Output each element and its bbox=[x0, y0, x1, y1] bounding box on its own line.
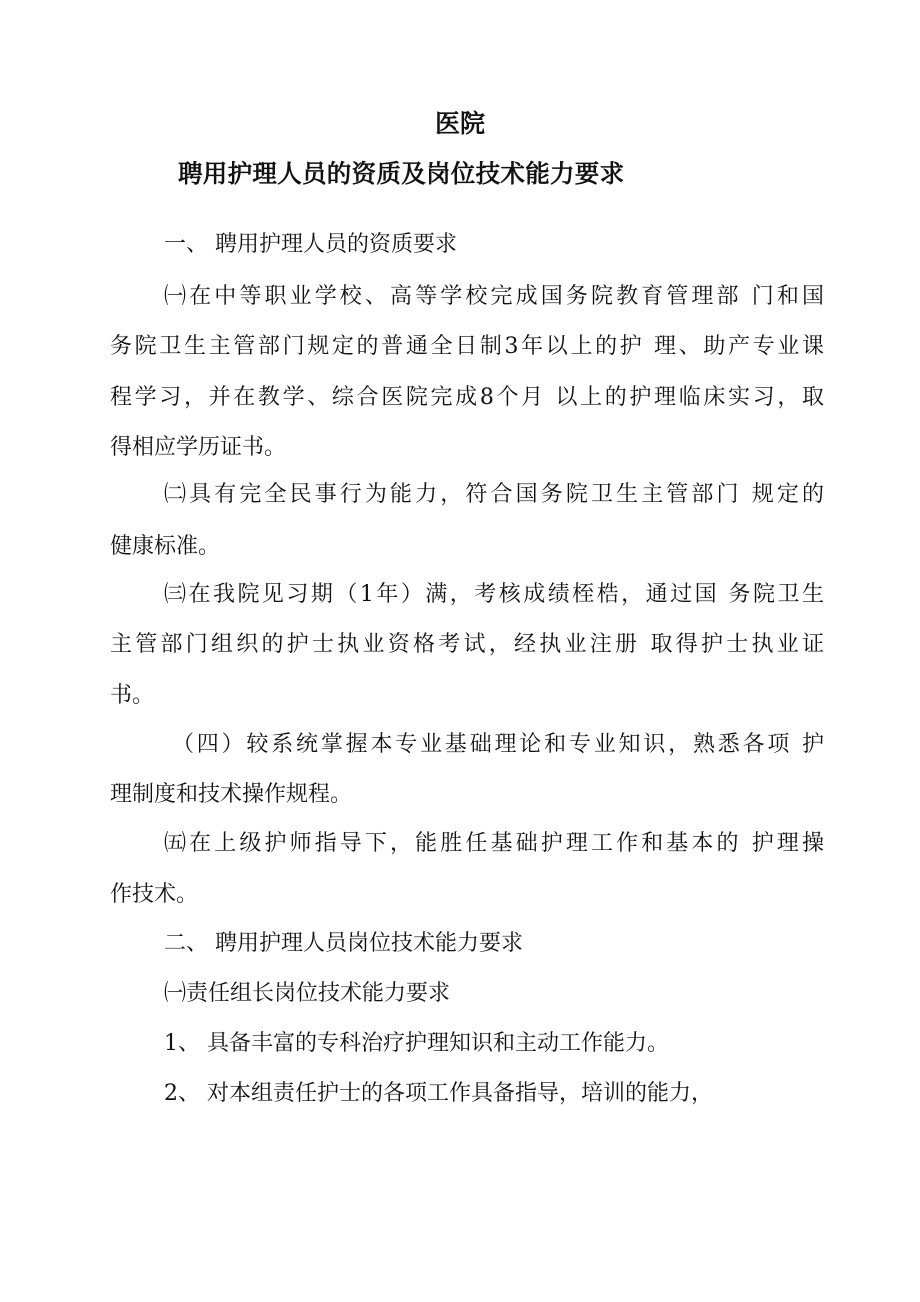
paragraph-line: 务院卫生主管部门规定的普通全日制3年以上的护 理、助产专业课 bbox=[110, 334, 824, 359]
paragraph-line: 作技术。 bbox=[110, 882, 199, 907]
section-heading-1: 一、 聘用护理人员的资质要求 bbox=[164, 232, 457, 257]
paragraph-line: 主管部门组织的护士执业资格考试，经执业注册 取得护士执业证 bbox=[110, 632, 824, 657]
paragraph-line: （四）较系统掌握本专业基础理论和专业知识，熟悉各项 护 bbox=[172, 732, 824, 757]
list-item: 1、 具备丰富的专科治疗护理知识和主动工作能力。 bbox=[164, 1031, 669, 1056]
subsection-heading: ㈠责任组长岗位技术能力要求 bbox=[164, 981, 451, 1006]
paragraph-line: 健康标准。 bbox=[110, 534, 221, 559]
paragraph-line: ㈡具有完全民事行为能力，符合国务院卫生主管部门 规定的 bbox=[164, 482, 824, 507]
document-title: 医院 bbox=[434, 109, 485, 138]
paragraph-line: 理制度和技术操作规程。 bbox=[110, 782, 353, 807]
paragraph-line: ㈢在我院见习期（1年）满，考核成绩桎梏，通过国 务院卫生 bbox=[164, 582, 824, 607]
paragraph-line: 程学习，并在教学、综合医院完成8个月 以上的护理临床实习，取 bbox=[110, 385, 824, 410]
list-item: 2、 对本组责任护士的各项工作具备指导，培训的能力， bbox=[164, 1081, 713, 1106]
paragraph-line: ㈠在中等职业学校、高等学校完成国务院教育管理部 门和国 bbox=[164, 284, 824, 309]
paragraph-line: ㈤在上级护师指导下，能胜任基础护理工作和基本的 护理操 bbox=[164, 831, 824, 856]
document-subtitle: 聘用护理人员的资质及岗位技术能力要求 bbox=[178, 159, 625, 188]
paragraph-line: 得相应学历证书。 bbox=[110, 435, 287, 460]
section-heading-2: 二、 聘用护理人员岗位技术能力要求 bbox=[164, 931, 523, 956]
paragraph-line: 书。 bbox=[110, 683, 155, 708]
